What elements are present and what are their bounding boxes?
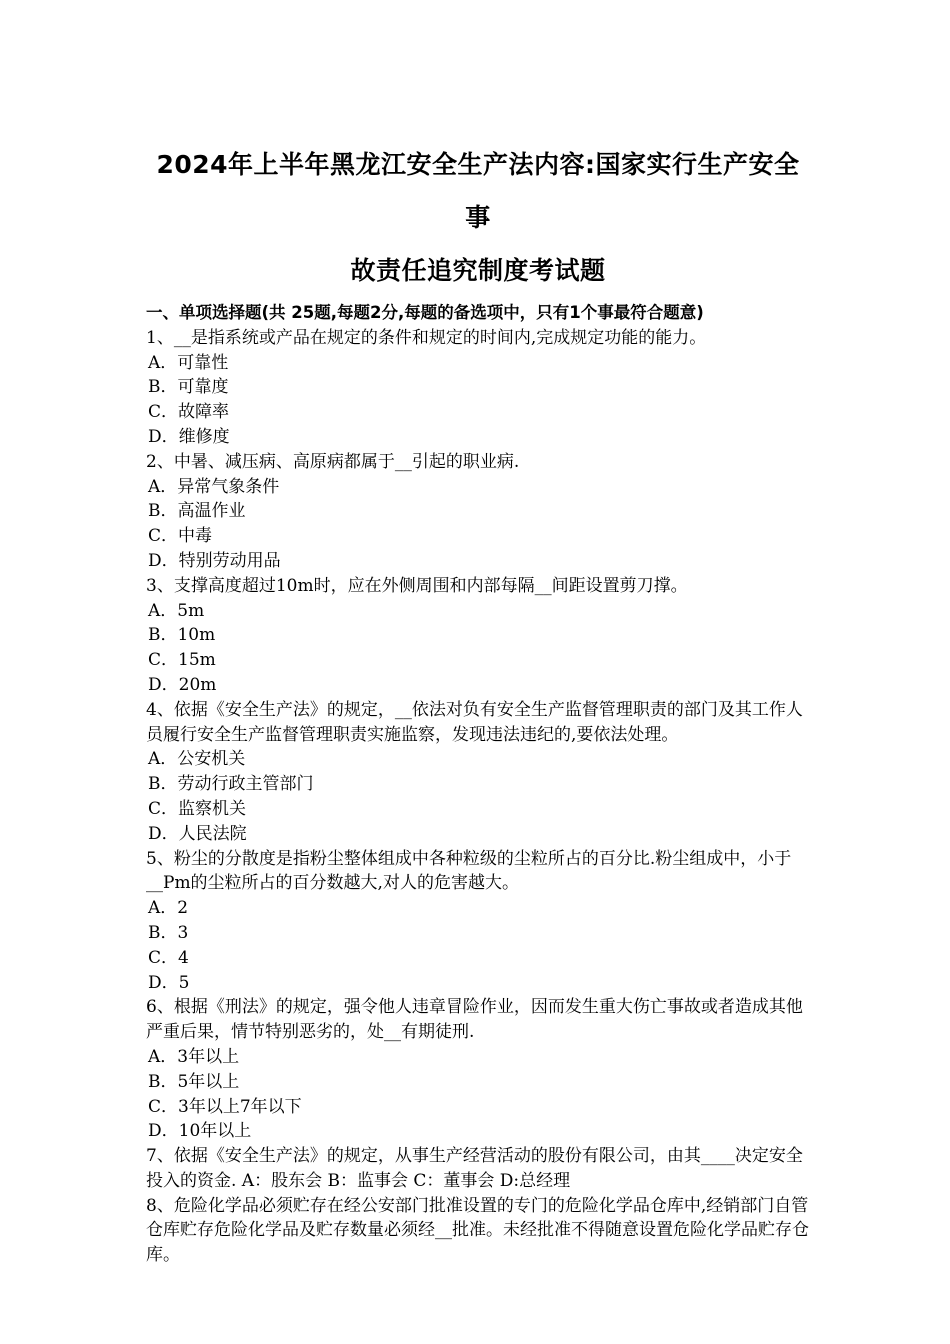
question-item	[146, 326, 810, 450]
answer-option: B．10m	[148, 625, 216, 646]
answer-option: D．人民法院	[148, 823, 247, 844]
question-item	[146, 847, 810, 996]
question-item	[146, 1144, 810, 1194]
question-stem: 3、支撑高度超过10m时，应在外侧周围和内部每隔__间距设置剪刀撑。	[146, 575, 688, 596]
answer-option: B．3	[148, 922, 189, 943]
question-list	[146, 326, 810, 1268]
answer-option: D．20m	[148, 674, 217, 695]
question-stem: 1、__是指系统或产品在规定的条件和规定的时间内,完成规定功能的能力。	[146, 327, 707, 348]
answer-option: C．15m	[148, 650, 216, 671]
question-stem: 2、中暑、减压病、高原病都属于__引起的职业病.	[146, 451, 520, 472]
answer-option: C．3年以上7年以下	[148, 1096, 302, 1117]
answer-option: D．5	[148, 972, 190, 993]
answer-option: A．公安机关	[148, 749, 246, 770]
document-title	[146, 138, 810, 297]
answer-option: B．可靠度	[148, 377, 229, 398]
question-item	[146, 698, 810, 847]
question-item	[146, 450, 810, 574]
answer-option: A．2	[148, 898, 189, 919]
answer-option: A．3年以上	[148, 1046, 240, 1067]
question-stem: 4、依据《安全生产法》的规定，__依法对负有安全生产监督管理职责的部门及其工作人员履行安全生产监督管理职责实施监察，发现违法违纪的,要依法处理。	[146, 699, 803, 745]
answer-option: B．高温作业	[148, 501, 246, 522]
answer-option: D．维修度	[148, 426, 230, 447]
question-item	[146, 995, 810, 1144]
answer-option: D．特别劳动用品	[148, 550, 281, 571]
section-heading: 一、单项选择题(共 25题,每题2分,每题的备选项中，只有1个事最符合题意)	[146, 303, 704, 322]
answer-option: A．可靠性	[148, 352, 229, 373]
title-line-1: 2024年上半年黑龙江安全生产法内容:国家实行生产安全事	[156, 150, 800, 232]
answer-option: C．监察机关	[148, 798, 247, 819]
question-item	[146, 574, 810, 698]
answer-option: C．故障率	[148, 402, 230, 423]
answer-option: B．5年以上	[148, 1071, 240, 1092]
answer-option: B．劳动行政主管部门	[148, 774, 314, 795]
question-stem: 5、粉尘的分散度是指粉尘整体组成中各种粒级的尘粒所占的百分比.粉尘组成中，小于__Pm的尘粒所占的百分数越大,对人的危害越大。	[146, 848, 792, 894]
title-line-2: 故责任追究制度考试题	[350, 256, 606, 285]
answer-option: C．4	[148, 947, 189, 968]
question-stem: 7、依据《安全生产法》的规定，从事生产经营活动的股份有限公司，由其____决定安全投入的资金. A：股东会 B：监事会 C：董事会 D:总经理	[146, 1146, 803, 1191]
answer-option: D．10年以上	[148, 1121, 252, 1142]
question-stem: 8、危险化学品必须贮存在经公安部门批准设置的专门的危险化学品仓库中,经销部门自管仓库贮存危险化学品及贮存数量必须经__批准。未经批准不得随意设置危险化学品贮存仓库。	[146, 1195, 809, 1266]
question-item	[146, 1194, 810, 1268]
answer-option: C．中毒	[148, 526, 213, 547]
question-stem: 6、根据《刑法》的规定，强令他人违章冒险作业，因而发生重大伤亡事故或者造成其他严重后果，情节特别恶劣的，处__有期徒刑.	[146, 997, 803, 1043]
answer-option: A．5m	[148, 600, 205, 621]
answer-option: A．异常气象条件	[148, 476, 280, 497]
